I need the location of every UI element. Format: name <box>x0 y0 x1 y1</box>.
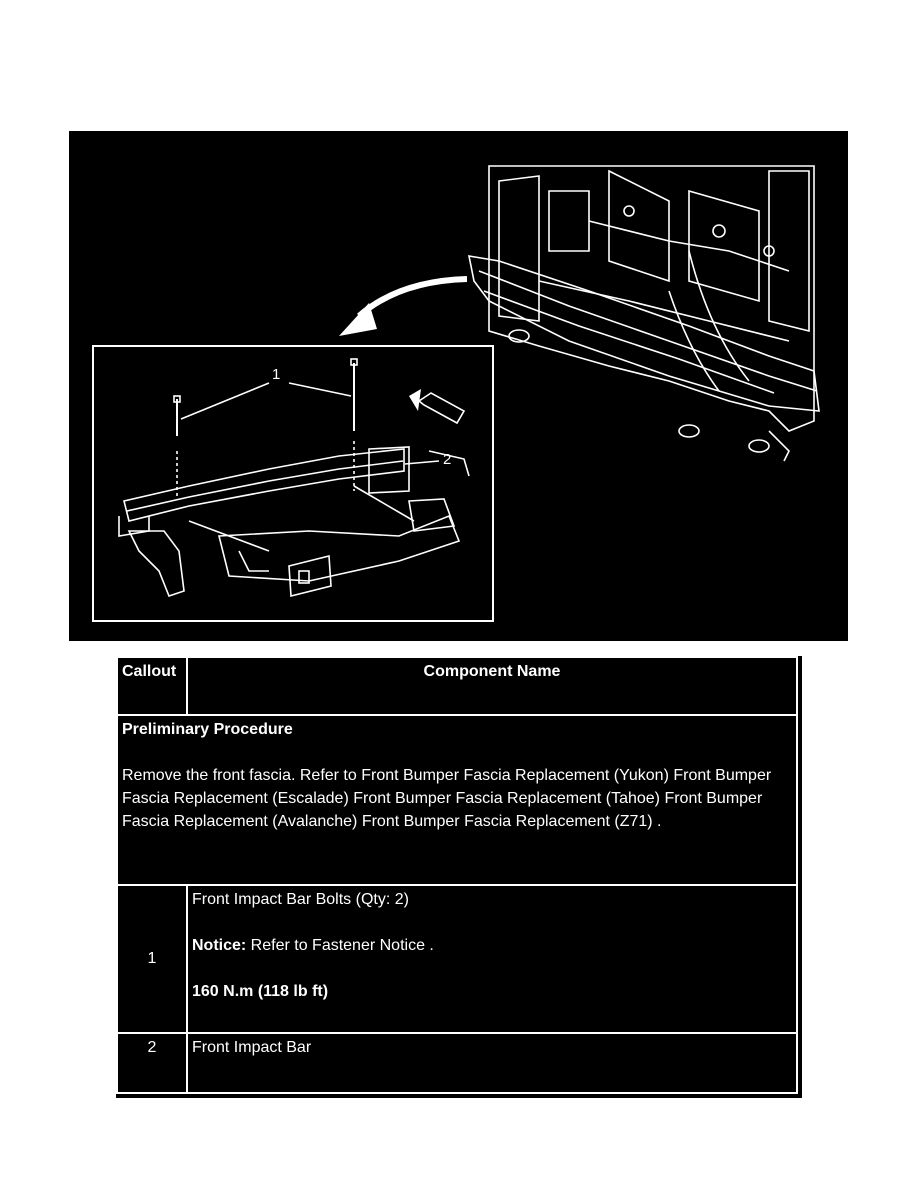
curved-arrow <box>359 279 467 316</box>
notice-label: Notice: <box>192 937 247 954</box>
notice-text: Refer to Fastener Notice . <box>246 937 434 954</box>
row-1-component <box>186 884 798 1034</box>
bolts-drawing <box>174 359 357 496</box>
vehicle-frame-drawing <box>469 166 819 461</box>
preliminary-title: Preliminary Procedure <box>122 721 293 738</box>
component-table <box>116 656 802 1098</box>
row-2-callout: 2 <box>116 1032 188 1094</box>
row-1-name: Front Impact Bar Bolts (Qty: 2) <box>192 891 409 908</box>
callout-1-label: 1 <box>272 366 281 383</box>
row-2-component: Front Impact Bar <box>186 1032 798 1094</box>
header-callout: Callout <box>116 656 188 716</box>
header-component-name: Component Name <box>186 656 798 716</box>
callout-2-label: 2 <box>443 451 452 468</box>
detail-impact-bar-drawing <box>119 389 469 596</box>
bumper-illustration <box>69 131 848 641</box>
row-1-callout: 1 <box>116 884 188 1034</box>
torque-spec: 160 N.m (118 lb ft) <box>192 983 329 1000</box>
procedure-figure <box>69 131 848 641</box>
preliminary-procedure-cell <box>116 714 798 886</box>
preliminary-text: Remove the front fascia. Refer to Front Bumper Fascia Replacement (Yukon) Front Bumper Fascia Replacement (Escalade) Front Bumper Fascia Replacement (Tahoe) Front Bumper Fascia Replacement (Avalanche) Front Bumper Fascia Replacement (Z71) . <box>122 767 772 830</box>
